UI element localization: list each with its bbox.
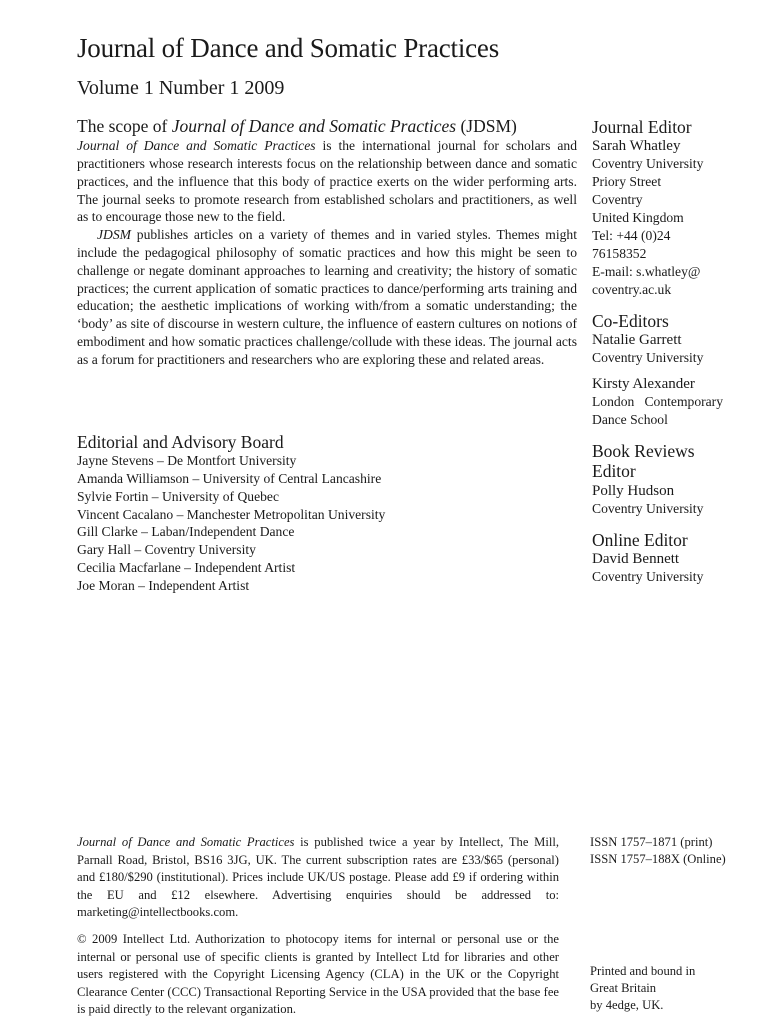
co-editor-affiliation: Dance School bbox=[592, 412, 668, 428]
journal-editor-block bbox=[592, 117, 768, 299]
scope-heading bbox=[77, 117, 577, 136]
board-member: Vincent Cacalano – Manchester Metropolitan University bbox=[77, 506, 386, 522]
volume-info: Volume 1 Number 1 2009 bbox=[77, 77, 285, 99]
issn-block bbox=[590, 834, 768, 868]
book-reviews-editor-name: Polly Hudson bbox=[592, 482, 675, 499]
printer-line: Great Britain bbox=[590, 980, 657, 995]
board-member: Gill Clarke – Laban/Independent Dance bbox=[77, 524, 295, 540]
board-list bbox=[77, 452, 577, 594]
publication-text: is published twice a year by Intellect, The Mill, Parnall Road, Bristol, BS16 3JG, UK. The current subscription rates are £33/$65 (personal) and £180/$290 (institutional). Prices include UK/US postage. Please add £9 if ordering within the EU and £12 elsewhere. Advertising enquiries should be addressed to: marketing@intellectbooks.com. bbox=[77, 835, 559, 920]
publication-info bbox=[77, 834, 559, 1019]
board-member: Cecilia Macfarlane – Independent Artist bbox=[77, 560, 296, 576]
scope-paragraph-2 bbox=[77, 226, 577, 368]
publication-paragraph bbox=[77, 834, 559, 922]
online-editor-heading: Online Editor bbox=[592, 529, 688, 550]
publication-journal-name: Journal of Dance and Somatic Practices bbox=[77, 835, 295, 849]
editor-address-line: Coventry University bbox=[592, 156, 704, 172]
editor-address-line: Coventry bbox=[592, 192, 643, 208]
book-reviews-editor-affiliation: Coventry University bbox=[592, 500, 704, 516]
book-reviews-block bbox=[592, 441, 768, 517]
printer-line: by 4edge, UK. bbox=[590, 997, 664, 1012]
page-title: Journal of Dance and Somatic Practices bbox=[77, 33, 500, 63]
online-editor-name: David Bennett bbox=[592, 550, 680, 567]
scope-p1-text: is the international journal for scholars and practitioners whose research interests focus on the relationship between dance and somatic practices, and the influence that this body of practice exerts on the wider performing arts. The journal seeks to promote research from established scholars and practitioners, as well as to encourage those new to the field. bbox=[77, 138, 577, 225]
board-member: Amanda Williamson – University of Central Lancashire bbox=[77, 471, 382, 487]
co-editor-affiliation: Coventry University bbox=[592, 350, 704, 366]
online-editor-affiliation: Coventry University bbox=[592, 568, 704, 584]
scope-p2-text: publishes articles on a variety of themes and in varied styles. Themes might include the pedagogical philosophy of somatic practices and how this might be seen to challenge or negate dominant approaches to learning and creativity; the history of somatic practices; the current application of somatic practices to dance/performing arts training and education; the aesthetic implications of working with/from a somatic understanding; the ‘body’ as site of discourse in western culture, the influence of eastern cultures on notions of embodiment and how somatic practices challenge/collude with these ideas. The journal acts as a forum for practitioners and researchers who are exploring these and related areas. bbox=[77, 227, 577, 367]
editor-address-line: United Kingdom bbox=[592, 210, 684, 226]
scope-section bbox=[77, 117, 577, 369]
scope-heading-journal: Journal of Dance and Somatic Practices bbox=[171, 116, 457, 136]
printer-line: Printed and bound in bbox=[590, 964, 696, 978]
editor-email-line: coventry.ac.uk bbox=[592, 282, 672, 298]
book-reviews-heading bbox=[592, 441, 768, 481]
co-editors-block bbox=[592, 311, 768, 429]
editorial-board bbox=[77, 433, 577, 595]
online-editor-block bbox=[592, 530, 768, 586]
co-editors-heading: Co-Editors bbox=[592, 311, 669, 332]
journal-editor-heading: Journal Editor bbox=[592, 117, 692, 137]
book-reviews-heading-2: Editor bbox=[592, 461, 636, 482]
board-member: Sylvie Fortin – University of Quebec bbox=[77, 488, 279, 504]
editors-sidebar bbox=[592, 117, 768, 598]
editor-phone-line: 76158352 bbox=[592, 246, 647, 262]
editor-address-line: Priory Street bbox=[592, 174, 662, 190]
printer-info bbox=[590, 963, 768, 1013]
board-member: Jayne Stevens – De Montfort University bbox=[77, 453, 297, 469]
board-heading: Editorial and Advisory Board bbox=[77, 432, 284, 452]
scope-p1-journal: Journal of Dance and Somatic Practices bbox=[77, 138, 316, 154]
co-editor-name: Natalie Garrett bbox=[592, 332, 682, 349]
book-reviews-heading-1: Book Reviews bbox=[592, 441, 695, 462]
scope-heading-suffix: (JDSM) bbox=[456, 116, 517, 136]
scope-heading-prefix: The scope of bbox=[77, 116, 172, 136]
copyright-paragraph: © 2009 Intellect Ltd. Authorization to photocopy items for internal or personal use or the internal or personal use of specific clients is granted by Intellect Ltd for libraries and other users registered with the Copyright Licensing Agency (CLA) in the UK or the Copyright Clearance Center (CCC) Transactional Reporting Service in the USA provided that the base fee is paid directly to the relevant organization. bbox=[77, 931, 559, 1017]
co-editor-affiliation: London Contemporary bbox=[592, 394, 724, 410]
board-member: Gary Hall – Coventry University bbox=[77, 542, 256, 558]
board-member: Joe Moran – Independent Artist bbox=[77, 577, 250, 593]
co-editor-name: Kirsty Alexander bbox=[592, 376, 695, 393]
editor-email-line: E-mail: s.whatley@ bbox=[592, 264, 701, 280]
issn-print: ISSN 1757–1871 (print) bbox=[590, 835, 713, 849]
editor-phone-line: Tel: +44 (0)24 bbox=[592, 228, 671, 244]
scope-paragraph-1 bbox=[77, 137, 577, 226]
issn-online: ISSN 1757–188X (Online) bbox=[590, 851, 726, 866]
journal-editor-name: Sarah Whatley bbox=[592, 138, 681, 155]
scope-p2-acronym: JDSM bbox=[97, 227, 131, 243]
